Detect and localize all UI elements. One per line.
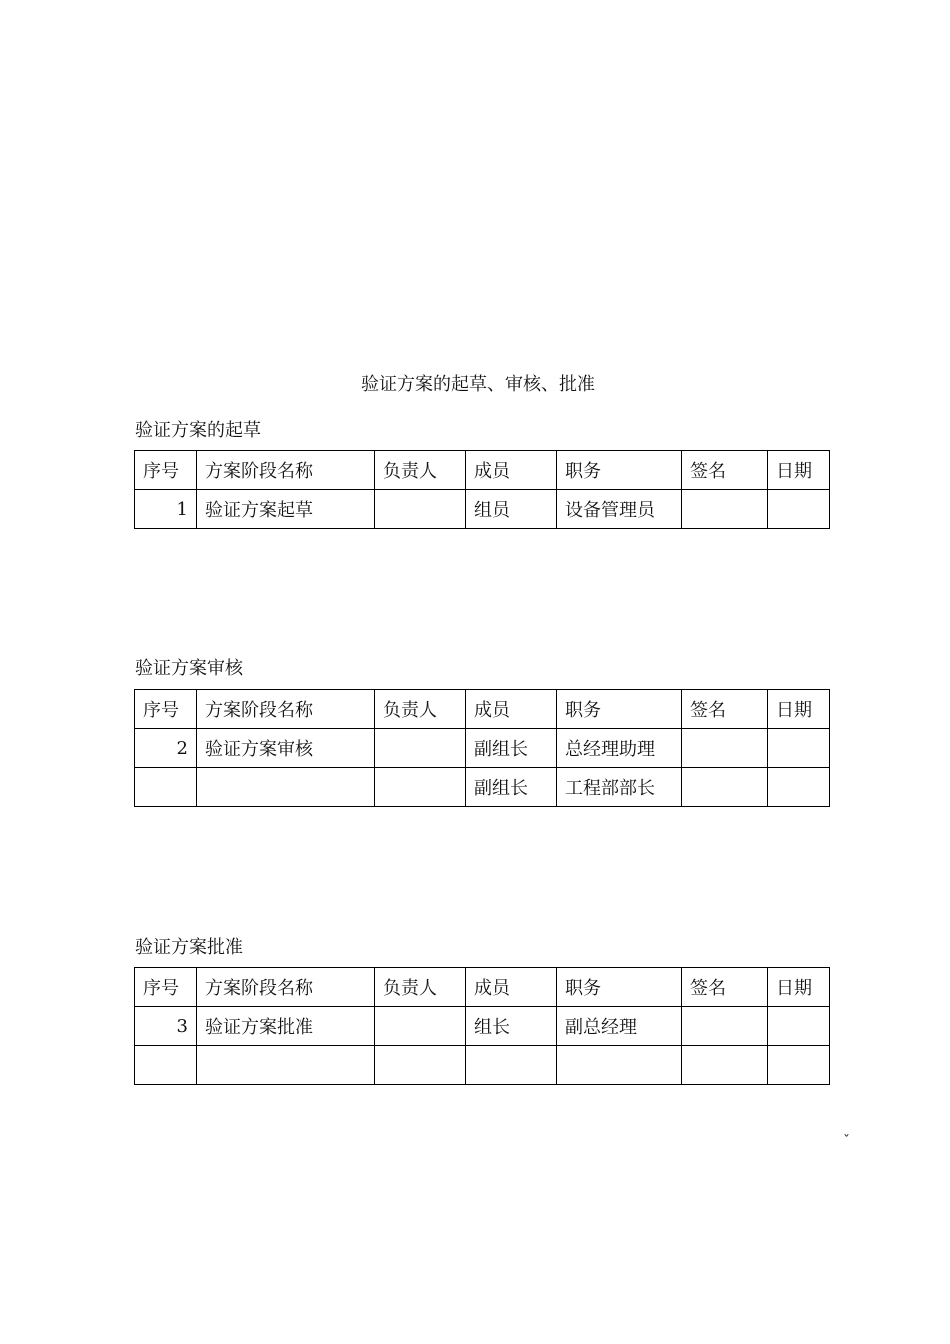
header-cell-index: 序号 [135, 690, 197, 729]
cell-position: 总经理助理 [557, 729, 682, 768]
cell-date [768, 768, 830, 807]
cell-signature [682, 1046, 768, 1085]
header-cell-index: 序号 [135, 451, 197, 490]
header-cell-date: 日期 [768, 451, 830, 490]
cell-position: 副总经理 [557, 1007, 682, 1046]
cell-stage-name [197, 1046, 375, 1085]
cell-index: 2 [135, 729, 197, 768]
cell-owner [375, 768, 466, 807]
cell-member: 副组长 [466, 729, 557, 768]
header-cell-member: 成员 [466, 451, 557, 490]
table-header-row [135, 968, 830, 1007]
header-cell-position: 职务 [557, 451, 682, 490]
table-row [135, 1046, 830, 1085]
page-mark: ˇ [843, 1133, 850, 1149]
cell-index: 1 [135, 490, 197, 529]
table-row [135, 490, 830, 529]
review-table [134, 689, 830, 807]
header-cell-owner: 负责人 [375, 690, 466, 729]
cell-signature [682, 729, 768, 768]
cell-member: 组员 [466, 490, 557, 529]
table-row [135, 768, 830, 807]
cell-owner [375, 1046, 466, 1085]
cell-owner [375, 729, 466, 768]
table-row [135, 1007, 830, 1046]
drafting-table [134, 450, 830, 529]
cell-signature [682, 1007, 768, 1046]
header-cell-position: 职务 [557, 690, 682, 729]
cell-signature [682, 768, 768, 807]
header-cell-stage-name: 方案阶段名称 [197, 968, 375, 1007]
cell-position: 工程部部长 [557, 768, 682, 807]
cell-date [768, 1007, 830, 1046]
cell-member: 副组长 [466, 768, 557, 807]
cell-owner [375, 490, 466, 529]
header-cell-signature: 签名 [682, 968, 768, 1007]
table-header-row [135, 690, 830, 729]
header-cell-signature: 签名 [682, 451, 768, 490]
cell-stage-name: 验证方案起草 [197, 490, 375, 529]
table-row [135, 729, 830, 768]
section-title-drafting: 验证方案的起草 [135, 420, 261, 441]
document-title: 验证方案的起草、审核、批准 [361, 374, 595, 395]
header-cell-stage-name: 方案阶段名称 [197, 451, 375, 490]
section-title-approval: 验证方案批准 [135, 937, 243, 958]
header-cell-date: 日期 [768, 968, 830, 1007]
cell-signature [682, 490, 768, 529]
cell-date [768, 729, 830, 768]
cell-owner [375, 1007, 466, 1046]
header-cell-position: 职务 [557, 968, 682, 1007]
cell-member [466, 1046, 557, 1085]
header-cell-member: 成员 [466, 968, 557, 1007]
cell-position [557, 1046, 682, 1085]
cell-date [768, 490, 830, 529]
cell-member: 组长 [466, 1007, 557, 1046]
header-cell-date: 日期 [768, 690, 830, 729]
header-cell-stage-name: 方案阶段名称 [197, 690, 375, 729]
cell-position: 设备管理员 [557, 490, 682, 529]
cell-stage-name [197, 768, 375, 807]
cell-index [135, 768, 197, 807]
header-cell-member: 成员 [466, 690, 557, 729]
section-title-review: 验证方案审核 [135, 658, 243, 679]
cell-index: 3 [135, 1007, 197, 1046]
header-cell-index: 序号 [135, 968, 197, 1007]
cell-stage-name: 验证方案批准 [197, 1007, 375, 1046]
cell-index [135, 1046, 197, 1085]
cell-date [768, 1046, 830, 1085]
header-cell-owner: 负责人 [375, 968, 466, 1007]
approval-table [134, 967, 830, 1085]
header-cell-owner: 负责人 [375, 451, 466, 490]
cell-stage-name: 验证方案审核 [197, 729, 375, 768]
table-header-row [135, 451, 830, 490]
header-cell-signature: 签名 [682, 690, 768, 729]
